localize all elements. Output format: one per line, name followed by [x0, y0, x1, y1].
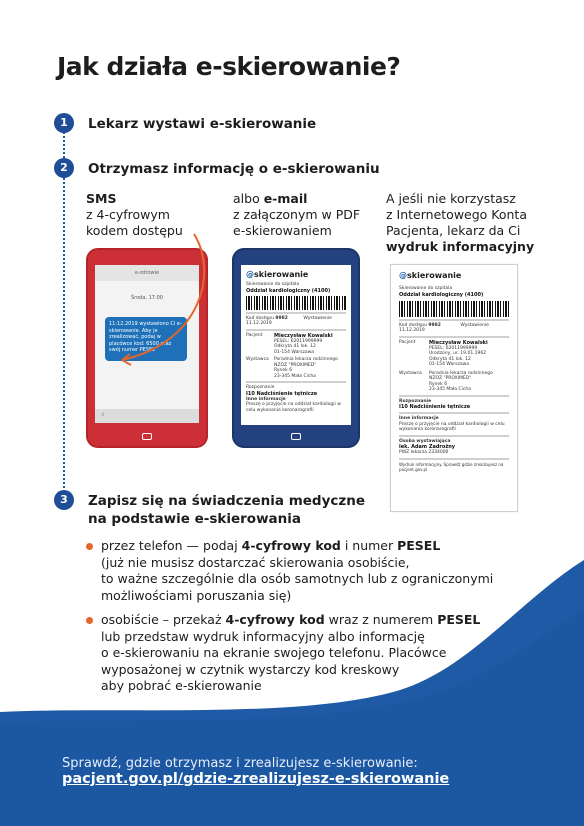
signature-name: lek. Adam Zadrożny [399, 444, 456, 450]
recognition-label: Rozpoznanie [399, 398, 432, 404]
printout-footer-note: Wydruk informacyjny. Sprawdź gdzie zrealizujesz na pacjent.gov.pl [399, 461, 504, 472]
doc-code-row [246, 316, 346, 327]
issuer-label: Wystawca [399, 370, 422, 376]
printout-line: Pacjenta, lekarz da Ci [386, 223, 521, 238]
bullet-text: przez telefon — podaj [101, 538, 242, 553]
info-text: Proszę o przyjęcie na oddział kardiologii w celu wykonania koronarografii [399, 421, 505, 432]
divider [246, 381, 346, 383]
sms-line: kodem dostępu [86, 223, 183, 238]
recognition: I10 Nadciśnienie tętnicze [246, 390, 318, 397]
patient-address: Odkryta 41 lok. 12 [274, 344, 316, 349]
email-line: z załączonym w PDF [233, 207, 361, 222]
step-1-badge: 1 [54, 113, 74, 133]
email-pre: albo [233, 191, 264, 206]
info-label: Inne informacje [246, 396, 286, 402]
sms-app-bar: e-zdrowie [95, 265, 199, 281]
bullet-text: możliwościami poruszania się) [101, 587, 292, 603]
patient-address: Odkryta 41 lok. 12 [429, 356, 471, 362]
issuer-line: NZOZ "PROXIMED" [429, 376, 472, 381]
bullet-text: wraz z numerem [324, 612, 438, 627]
issuer-line: 23-345 Mała Cicha [274, 373, 316, 379]
patient-label: Pacjent [399, 339, 416, 345]
bullet-text: (już nie musisz dostarczać skierowania osobiście, [101, 554, 410, 570]
email-phone [232, 248, 360, 448]
barcode [246, 296, 346, 310]
issuer-line: 23-345 Mała Cicha [429, 387, 471, 392]
timeline-line [63, 178, 65, 496]
code-label: Kod dostępu [399, 322, 427, 328]
step-3-line: na podstawie e-skierowania [88, 511, 301, 527]
issuer-line: Poradnia lekarza rodzinnego [274, 357, 338, 362]
highlight-arrow-icon [96, 232, 216, 372]
bullet-text: i numer [340, 538, 398, 553]
issuer-line: Poradnia lekarza rodzinnego [429, 370, 493, 376]
issuer-line: NZOZ "PROXIMED" [274, 362, 317, 368]
issuer-label: Wystawca [246, 357, 269, 362]
access-code: 9982 [275, 315, 288, 321]
printout-description [386, 191, 534, 255]
doc-issuer-block [399, 371, 509, 393]
footer-link[interactable]: pacjent.gov.pl/gdzie-zrealizujesz-e-skierowanie [62, 771, 450, 787]
bullet-dot-icon [86, 617, 93, 624]
access-code: 9982 [428, 322, 441, 328]
doc-patient-block [399, 340, 509, 368]
bullet-text: wyposażonej w czytnik wystarczy kod kreskowy [101, 661, 400, 677]
issued-label: Wystawienie [460, 322, 489, 328]
step-1-text: Lekarz wystawi e-skierowanie [88, 116, 317, 132]
sms-line: z 4-cyfrowym [86, 207, 170, 222]
divider [399, 435, 509, 437]
patient-address: 01-154 Warszawa [429, 362, 470, 367]
recognition-label: Rozpoznanie [246, 385, 275, 390]
doc-issuer-block [246, 357, 346, 379]
signature-label: Osoba wystawiająca [399, 438, 451, 444]
doc-code-row [399, 323, 509, 334]
recognition: I10 Nadciśnienie tętnicze [399, 404, 471, 410]
home-button-icon [291, 433, 301, 440]
issuer-line: Rynek 6 [274, 368, 293, 373]
bullet-bold: 4-cyfrowy kod [225, 612, 325, 627]
doc-subheading: Oddział kardiologiczny (4100) [246, 287, 331, 294]
patient-pesel: PESEL: 62011999999 [429, 345, 478, 351]
back-chevron-icon: ‹ [101, 410, 105, 420]
divider [399, 458, 509, 460]
sms-input-bar [95, 409, 199, 423]
patient-name: Mieczysław Kowalski [429, 339, 488, 346]
info-text: Proszę o przyjęcie na oddział kardiologii w celu wykonania koronarografii [246, 402, 341, 413]
bullet-text: lub przedstaw wydruk informacyjny albo informację [101, 628, 425, 644]
patient-pesel: PESEL: 62011999999 [274, 338, 323, 344]
footer-text: Sprawdź, gdzie otrzymasz i zrealizujesz e-skierowanie: [62, 756, 418, 771]
doc-heading: Skierowanie do szpitala [399, 286, 453, 291]
step-3-line: Zapisz się na świadczenia medyczne [88, 493, 366, 509]
list-item [86, 538, 506, 604]
step-2-badge: 2 [54, 158, 74, 178]
sms-date: Środa, 17:00 [130, 295, 163, 301]
divider [399, 395, 509, 397]
bullet-text: to ważne szczególnie dla osób samotnych lub z ograniczonymi [101, 571, 494, 586]
step-2-text: Otrzymasz informację o e-skierowaniu [88, 161, 380, 177]
issuer-line: Rynek 6 [429, 381, 448, 387]
signature-note: PWZ lekarza 2334000 [399, 450, 449, 455]
printout-document [390, 264, 518, 512]
patient-label: Pacjent [246, 332, 263, 338]
patient-name: Mieczysław Kowalski [274, 332, 333, 339]
bullet-bold: PESEL [397, 538, 441, 553]
page-title: Jak działa e-skierowanie? [57, 52, 401, 81]
code-label: Kod dostępu [246, 315, 274, 321]
email-screen [241, 265, 351, 425]
divider [399, 336, 509, 338]
divider [399, 412, 509, 414]
printout-label: wydruk informacyjny [386, 239, 535, 254]
bullet-dot-icon [86, 543, 93, 550]
sms-message-bubble: 11:12.2019 wystawiono Ci e-skierowanie. Aby je zrealizować, podaj w placówce kod: 6500 oraz swój numer PESEL [105, 317, 187, 361]
info-label: Inne informacje [399, 416, 439, 421]
home-button-icon [142, 433, 152, 440]
issued-date: 11.12.2019 [246, 321, 272, 326]
bullet-text: o e-skierowaniu na ekranie swojego telefonu. Placówce [101, 645, 447, 660]
options-list [86, 538, 506, 703]
patient-address: 01-154 Warszawa [274, 349, 315, 355]
step-3-badge: 3 [54, 490, 74, 510]
doc-patient-block [246, 333, 346, 356]
bullet-text: aby pobrać e-skierowanie [101, 678, 262, 693]
email-label: e-mail [263, 191, 308, 206]
divider [399, 319, 509, 321]
step-3-text [88, 492, 365, 528]
divider [246, 329, 346, 331]
e-skierowanie-logo: @skierowanie [399, 271, 462, 280]
printout-line: A jeśli nie korzystasz [386, 191, 516, 206]
issued-label: Wystawienie [303, 315, 332, 321]
issued-date: 11.12.2019 [399, 328, 425, 333]
doc-subheading: Oddział kardiologiczny (4100) [399, 291, 484, 298]
doc-heading: Skierowanie do szpitala [246, 282, 300, 287]
patient-dob: Urodzony, ur. 19.01.1962 [429, 351, 487, 356]
email-line: e-skierowaniem [233, 223, 332, 238]
bullet-text: osobiście – przekaż [101, 612, 226, 627]
bullet-bold: PESEL [437, 612, 481, 627]
email-description [233, 191, 360, 239]
sms-label: SMS [86, 191, 117, 206]
list-item [86, 612, 506, 695]
barcode [399, 301, 509, 317]
printout-line: z Internetowego Konta [386, 207, 527, 222]
bullet-bold: 4-cyfrowy kod [241, 538, 341, 553]
divider [246, 312, 346, 314]
e-skierowanie-logo: @skierowanie [246, 270, 309, 279]
